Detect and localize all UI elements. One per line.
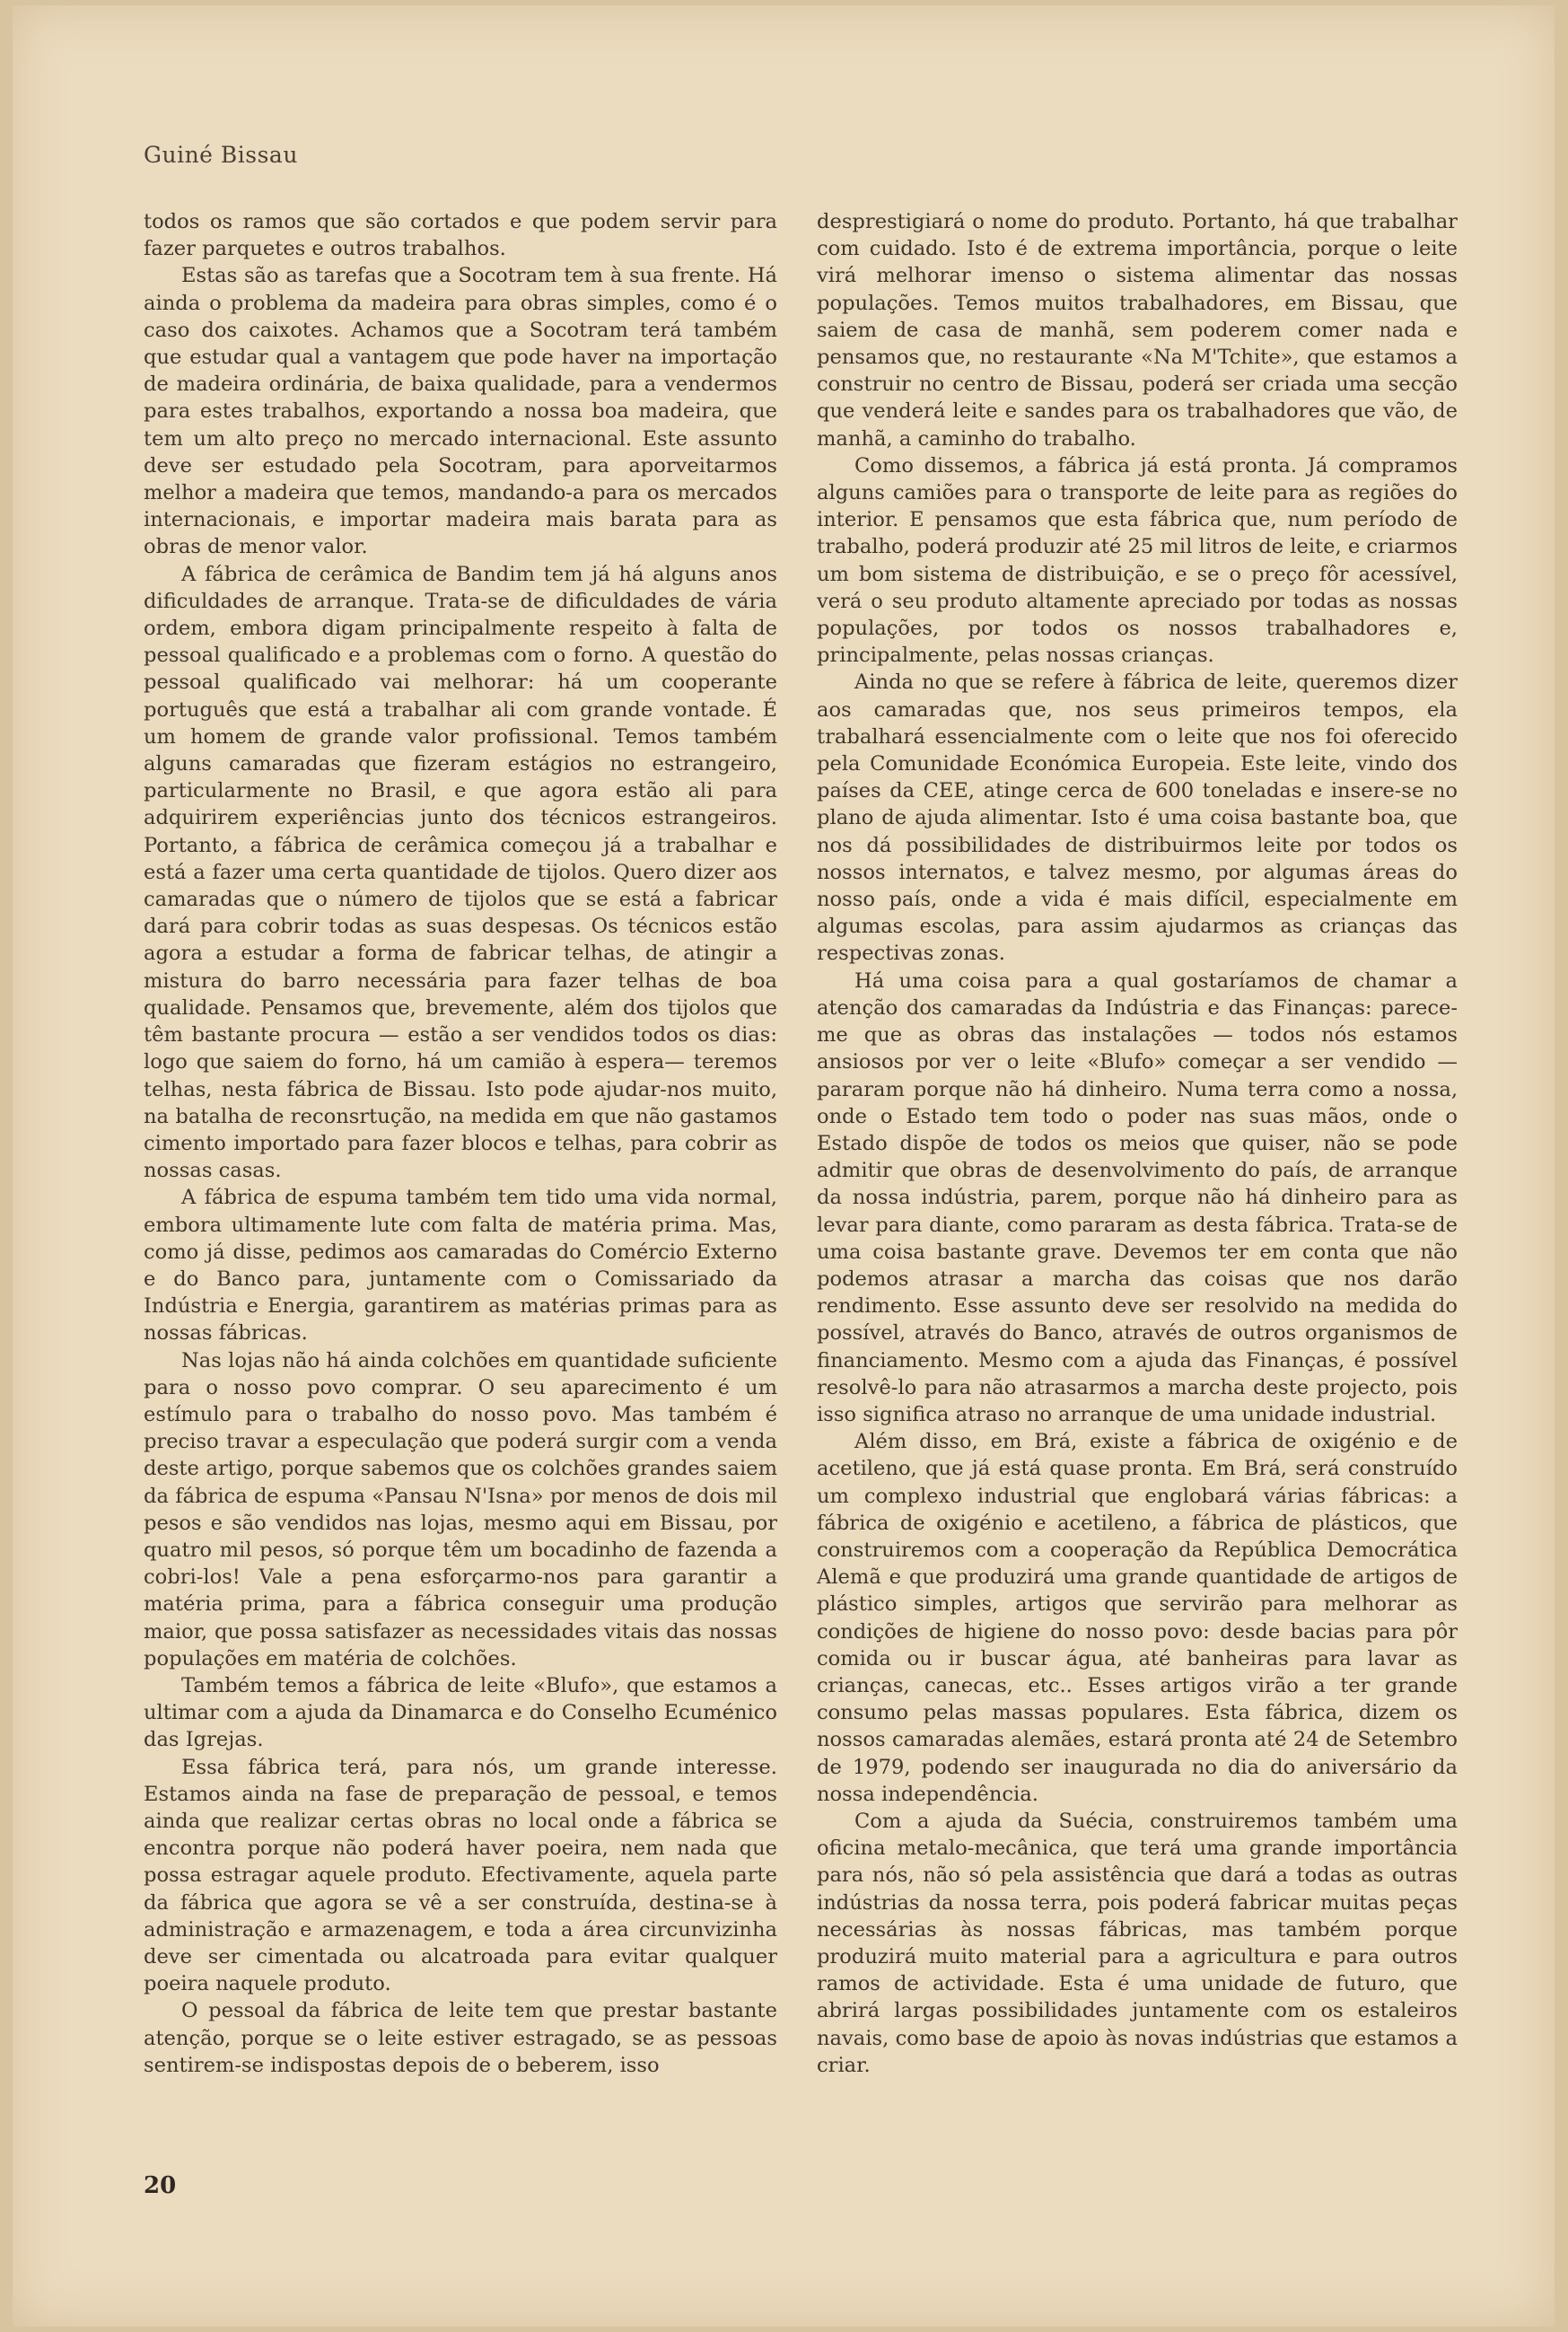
paragraph: Também temos a fábrica de leite «Blufo», que estamos a ultimar com a ajuda da Dinamarca e do Conselho Ecuménico das Igrejas. bbox=[144, 1673, 777, 1752]
paragraph: desprestigiará o nome do produto. Portanto, há que trabalhar com cuidado. Isto é de extrema importância, porque o leite virá melhorar imenso o sistema alimentar das nossas populações. Temos muitos trabalhadores, em Bissau, que saiem de casa de manhã, sem poderem comer nada e pensamos que, no restaurante «Na M'Tchite», que estamos a construir no centro de Bissau, poderá ser criada uma secção que venderá leite e sandes para os trabalhadores que vão, de manhã, a caminho do trabalho. bbox=[817, 210, 1458, 451]
paragraph: Estas são as tarefas que a Socotram tem à sua frente. Há ainda o problema da madeira para obras simples, como é o caso dos caixotes. Achamos que a Socotram terá também que estudar qual a vantagem que pode haver na importação de madeira ordinária, de baixa qualidade, para a vendermos para estes trabalhos, exportando a nossa boa madeira, que tem um alto preço no mercado internacional. Este assunto deve ser estudado pela Socotram, para aporveitarmos melhor a madeira que temos, mandando-a para os mercados internacionais, e importar madeira mais barata para as obras de menor valor. bbox=[144, 264, 777, 559]
paragraph: O pessoal da fábrica de leite tem que prestar bastante atenção, porque se o leite estiver estragado, se as pessoas sentirem-se indispostas depois de o beberem, isso bbox=[144, 1999, 777, 2077]
magazine-page bbox=[13, 5, 1555, 2327]
paragraph: Essa fábrica terá, para nós, um grande interesse. Estamos ainda na fase de preparação de pessoal, e temos ainda que realizar certas obras no local onde a fábrica se encontra porque não poderá haver poeira, nem nada que possa estragar aquele produto. Efectivamente, aquela parte da fábrica que agora se vê a ser construída, destina-se à administração e armazenagem, e toda a área circunvizinha deve ser cimentada ou alcatroada para evitar qualquer poeira naquele produto. bbox=[144, 1755, 777, 1996]
paragraph: Há uma coisa para a qual gostaríamos de chamar a atenção dos camaradas da Indústria e das Finanças: parece-me que as obras das instalações — todos nós estamos ansiosos por ver o leite «Blufo» começar a ser vendido — pararam porque não há dinheiro. Numa terra como a nossa, onde o Estado tem todo o poder nas suas mãos, onde o Estado dispõe de todos os meios que quiser, não se pode admitir que obras de desenvolvimento do país, de arranque da nossa indústria, parem, porque não há dinheiro para as levar para diante, como pararam as desta fábrica. Trata-se de uma coisa bastante grave. Devemos ter em conta que não podemos atrasar a marcha das coisas que nos darão rendimento. Esse assunto deve ser resolvido na medida do possível, através do Banco, através de outros organismos de financiamento. Mesmo com a ajuda das Finanças, é possível resolvê-lo para não atrasarmos a marcha deste projecto, pois isso significa atraso no arranque de uma unidade industrial. bbox=[817, 969, 1458, 1426]
paragraph: Com a ajuda da Suécia, construiremos também uma oficina metalo-mecânica, que terá uma grande importância para nós, não só pela assistência que dará a todas as outras indústrias da nossa terra, pois poderá fabricar muitas peças necessárias às nossas fábricas, mas também porque produzirá muito material para a agricultura e para outros ramos de actividade. Esta é uma unidade de futuro, que abrirá largas possibilidades juntamente com os estaleiros navais, como base de apoio às novas indústrias que estamos a criar. bbox=[817, 1809, 1458, 2077]
right-column bbox=[817, 208, 1458, 2079]
paragraph: A fábrica de cerâmica de Bandim tem já há alguns anos dificuldades de arranque. Trata-se de dificuldades de vária ordem, embora digam principalmente respeito à falta de pessoal qualificado e a problemas com o forno. A questão do pessoal qualificado vai melhorar: há um cooperante português que está a trabalhar ali com grande vontade. É um homem de grande valor profissional. Temos também alguns camaradas que fizeram estágios no estrangeiro, particularmente no Brasil, e que agora estão ali para adquirirem experiências junto dos técnicos estrangeiros. Portanto, a fábrica de cerâmica começou já a trabalhar e está a fazer uma certa quantidade de tijolos. Quero dizer aos camaradas que o número de tijolos que se está a fabricar dará para cobrir todas as suas despesas. Os técnicos estão agora a estudar a forma de fabricar telhas, de atingir a mistura do barro necessária para fazer telhas de boa qualidade. Pensamos que, brevemente, além dos tijolos que têm bastante procura — estão a ser vendidos todos os dias: logo que saiem do forno, há um camião à espera— teremos telhas, nesta fábrica de Bissau. Isto pode ajudar-nos muito, na batalha de reconsrtução, na medida em que não gastamos cimento importado para fazer blocos e telhas, para cobrir as nossas casas. bbox=[144, 562, 777, 1183]
paragraph: Além disso, em Brá, existe a fábrica de oxigénio e de acetileno, que já está quase pronta. Em Brá, será construído um complexo industrial que englobará várias fábricas: a fábrica de oxigénio e acetileno, a fábrica de plásticos, que construiremos com a cooperação da República Democrática Alemã e que produzirá uma grande quantidade de artigos de plástico simples, artigos que servirão para melhorar as condições de higiene do nosso povo: desde bacias para pôr comida ou ir buscar água, até banheiras para lavar as crianças, canecas, etc.. Esses artigos virão a ter grande consumo pelas massas populares. Esta fábrica, dizem os nossos camaradas alemães, estará pronta até 24 de Setembro de 1979, podendo ser inaugurada no dia do aniversário da nossa independência. bbox=[817, 1430, 1458, 1806]
paragraph: A fábrica de espuma também tem tido uma vida normal, embora ultimamente lute com falta de matéria prima. Mas, como já disse, pedimos aos camaradas do Comércio Externo e do Banco para, juntamente com o Comissariado da Indústria e Energia, garantirem as matérias primas para as nossas fábricas. bbox=[144, 1186, 777, 1346]
paragraph: Nas lojas não há ainda colchões em quantidade suficiente para o nosso povo comprar. O seu aparecimento é um estímulo para o trabalho do nosso povo. Mas também é preciso travar a especulação que poderá surgir com a venda deste artigo, porque sabemos que os colchões grandes saiem da fábrica de espuma «Pansau N'Isna» por menos de dois mil pesos e são vendidos nas lojas, mesmo aqui em Bissau, por quatro mil pesos, só porque têm um bocadinho de fazenda a cobri-los! Vale a pena esforçarmo-nos para garantir a matéria prima, para a fábrica conseguir uma produção maior, que possa satisfazer as necessidades vitais das nossas populações em matéria de colchões. bbox=[144, 1348, 777, 1670]
running-head: Guiné Bissau bbox=[144, 142, 298, 168]
paragraph: Ainda no que se refere à fábrica de leite, queremos dizer aos camaradas que, nos seus primeiros tempos, ela trabalhará essencialmente com o leite que nos foi oferecido pela Comunidade Económica Europeia. Este leite, vindo dos países da CEE, atinge cerca de 600 toneladas e insere-se no plano de ajuda alimentar. Isto é uma coisa bastante boa, que nos dá possibilidades de distribuirmos leite por todos os nossos internatos, e talvez mesmo, por algumas áreas do nosso país, onde a vida é mais difícil, especialmente em algumas escolas, para assim ajudarmos as crianças das respectivas zonas. bbox=[817, 671, 1458, 966]
page-number: 20 bbox=[144, 2172, 177, 2199]
left-column bbox=[144, 208, 777, 2079]
paragraph: Como dissemos, a fábrica já está pronta. Já compramos alguns camiões para o transporte de leite para as regiões do interior. E pensamos que esta fábrica que, num período de trabalho, poderá produzir até 25 mil litros de leite, e criarmos um bom sistema de distribuição, e se o preço fôr acessível, verá o seu produto altamente apreciado por todas as nossas populações, por todos os nossos trabalhadores e, principalmente, pelas nossas crianças. bbox=[817, 453, 1458, 668]
paragraph: todos os ramos que são cortados e que podem servir para fazer parquetes e outros trabalhos. bbox=[144, 210, 777, 261]
